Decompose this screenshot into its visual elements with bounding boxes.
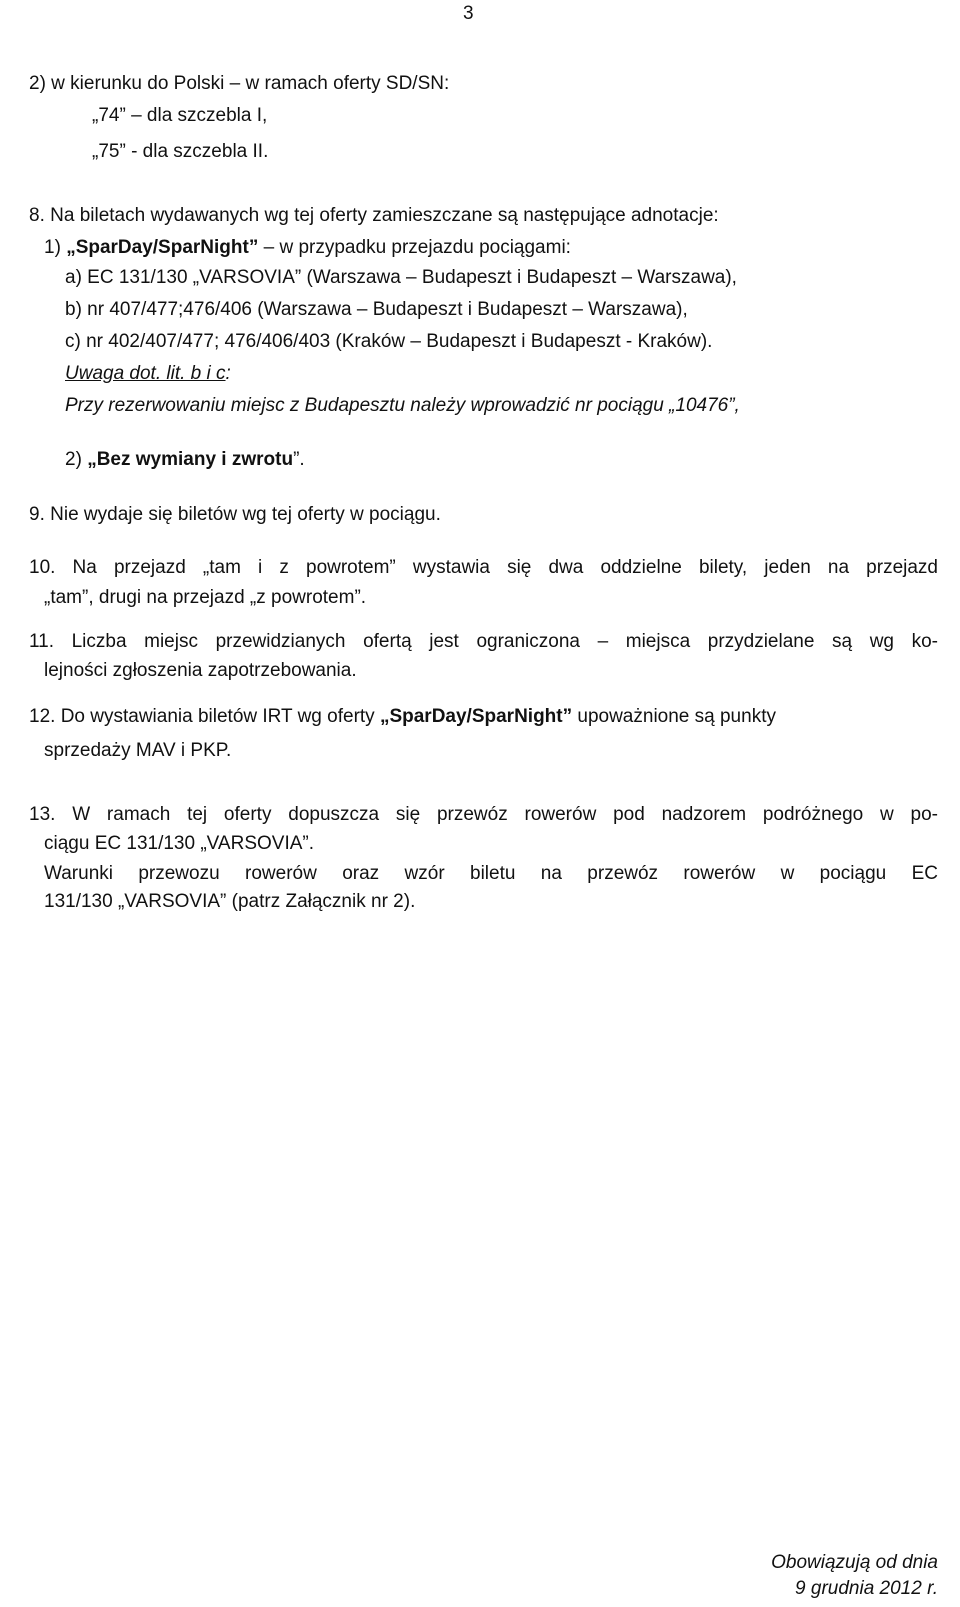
item10-line2: „tam”, drugi na przejazd „z powrotem”. xyxy=(44,587,367,608)
item8-point2-suffix: ”. xyxy=(293,449,305,470)
item8-point2-prefix: 2) xyxy=(65,449,88,470)
section2-heading: 2) w kierunku do Polski – w ramach oferty SD/SN: xyxy=(29,73,450,94)
item10-line1: 10. Na przejazd „tam i z powrotem” wystawia się dwa oddzielne bilety, jeden na przejazd xyxy=(29,557,938,578)
item8-point1-prefix: 1) xyxy=(44,237,67,258)
item8-note-label xyxy=(65,362,231,386)
page-number: 3 xyxy=(463,3,474,24)
item13-line1: 13. W ramach tej oferty dopuszcza się przewóz rowerów pod nadzorem podróżnego w po- xyxy=(29,804,938,825)
item8-point-a: a) EC 131/130 „VARSOVIA” (Warszawa – Budapeszt i Budapeszt – Warszawa), xyxy=(65,267,737,288)
section2-line1: „74” – dla szczebla I, xyxy=(92,105,268,126)
item13-line4: 131/130 „VARSOVIA” (patrz Załącznik nr 2). xyxy=(44,891,416,912)
item11-line2: lejności zgłoszenia zapotrzebowania. xyxy=(44,660,357,681)
item8-point1-bold: „SparDay/SparNight” xyxy=(66,237,259,258)
footer-date xyxy=(795,1577,938,1601)
item8-note-colon: : xyxy=(225,363,231,384)
item8-point1-suffix: – w przypadku przejazdu pociągami: xyxy=(258,237,571,258)
item13-line2: ciągu EC 131/130 „VARSOVIA”. xyxy=(44,833,314,854)
item8-point1 xyxy=(44,236,571,260)
item12-line2: sprzedaży MAV i PKP. xyxy=(44,740,232,761)
item8-heading: 8. Na biletach wydawanych wg tej oferty zamieszczane są następujące adnotacje: xyxy=(29,205,719,226)
item8-point2-bold: „Bez wymiany i zwrotu xyxy=(87,449,294,470)
item12-prefix: 12. Do wystawiania biletów IRT wg oferty xyxy=(29,706,380,727)
item11-line1: 11. Liczba miejsc przewidzianych ofertą jest ograniczona – miejsca przydzielane są wg ko- xyxy=(29,631,938,652)
item12-line1 xyxy=(29,705,776,729)
item8-note-label-underlined: Uwaga dot. lit. b i c xyxy=(65,363,226,384)
item8-note-italic: Przy rezerwowaniu miejsc z Budapesztu należy wprowadzić nr pociągu „10476”, xyxy=(65,395,740,416)
item12-bold: „SparDay/SparNight” xyxy=(379,706,573,727)
item9: 9. Nie wydaje się biletów wg tej oferty w pociągu. xyxy=(29,504,441,525)
footer-line1: Obowiązują od dnia xyxy=(771,1552,938,1573)
item13-line3: Warunki przewozu rowerów oraz wzór biletu na przewóz rowerów w pociągu EC xyxy=(44,863,938,884)
item8-point-c: c) nr 402/407/477; 476/406/403 (Kraków – Budapeszt i Budapeszt - Kraków). xyxy=(65,331,713,352)
section2-line2: „75” - dla szczebla II. xyxy=(92,141,269,162)
item8-point-b: b) nr 407/477;476/406 (Warszawa – Budapeszt i Budapeszt – Warszawa), xyxy=(65,299,688,320)
footer-effective-date xyxy=(771,1551,938,1575)
item8-point2 xyxy=(65,448,305,472)
footer-line2: 9 grudnia 2012 r. xyxy=(795,1578,938,1599)
item8-note-text xyxy=(65,394,740,418)
item12-suffix: upoważnione są punkty xyxy=(572,706,776,727)
